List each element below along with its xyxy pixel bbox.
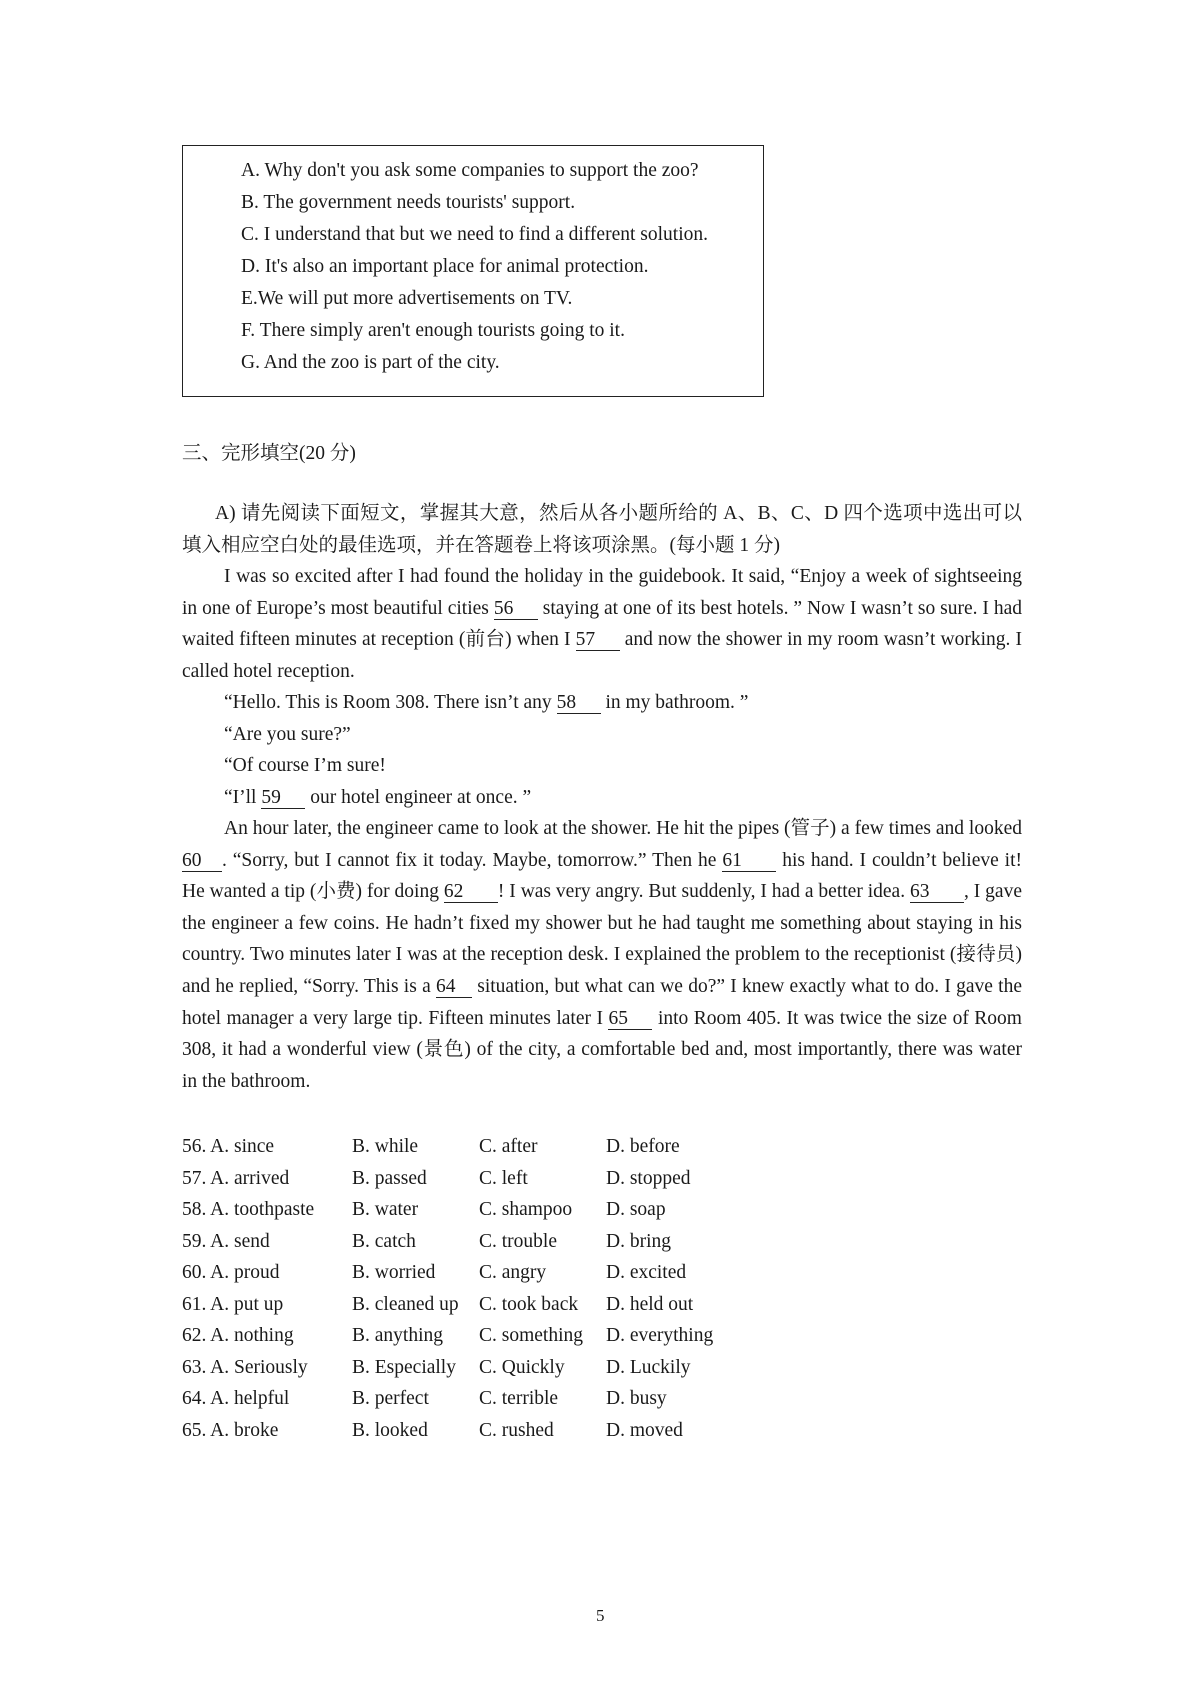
blank-65: 65 — [608, 1008, 652, 1030]
passage-paragraph-3: “Are you sure?” — [224, 724, 351, 745]
choice-d: D. bring — [606, 1231, 671, 1252]
choice-c: C. rushed — [479, 1420, 554, 1441]
choice-c: C. angry — [479, 1262, 547, 1283]
option-b: B. The government needs tourists' support. — [241, 192, 576, 213]
choice-d: D. busy — [606, 1388, 667, 1409]
passage-text: . “Sorry, but I cannot fix it today. Maybe, tomorrow.” Then he — [222, 849, 723, 871]
choice-a: 57. A. arrived — [182, 1168, 290, 1189]
instructions: A) 请先阅读下面短文，掌握其大意，然后从各小题所给的 A、B、C、D 四个选项中选出可以填入相应空白处的最佳选项，并在答题卷上将该项涂黑。(每小题 1 分) — [182, 503, 1022, 556]
passage-text: An hour later, the engineer came to look at the shower. He hit the pipes (管子) a few times and looked — [224, 818, 1022, 839]
blank-60: 60 — [182, 850, 222, 872]
choice-c: C. something — [479, 1325, 584, 1346]
choice-b: B. anything — [352, 1325, 443, 1346]
choice-c: C. Quickly — [479, 1357, 565, 1378]
passage-text: into Room 405. It was twice the size of Room 308, it had a wonderful view (景色) of the city, a comfortable bed and, most importantly, there was water in the bathroom. — [182, 1007, 1022, 1092]
choice-b: B. water — [352, 1199, 419, 1220]
choice-c: C. took back — [479, 1294, 579, 1315]
blank-63: 63 — [910, 881, 964, 903]
choice-a: 61. A. put up — [182, 1294, 284, 1315]
choice-a: 60. A. proud — [182, 1262, 280, 1283]
choice-d: D. stopped — [606, 1168, 691, 1189]
passage-text: in my bathroom. ” — [600, 692, 749, 713]
choice-c: C. terrible — [479, 1388, 559, 1409]
choice-b: B. catch — [352, 1231, 416, 1252]
passage-text: our hotel engineer at once. ” — [305, 787, 532, 808]
passage-text: , I gave the engineer a few coins. He hadn’t fixed my shower but he had taught me something about staying in his country. Two minutes later I was at the reception desk. I explained the problem to the receptionist (接待员) and he replied, “Sorry. This is a — [182, 881, 1022, 997]
option-f: F. There simply aren't enough tourists going to it. — [241, 320, 625, 341]
option-a: A. Why don't you ask some companies to support the zoo? — [241, 160, 699, 181]
choice-a: 58. A. toothpaste — [182, 1199, 315, 1220]
choice-a: 64. A. helpful — [182, 1388, 290, 1409]
choice-d: D. everything — [606, 1325, 714, 1346]
choice-c: C. trouble — [479, 1231, 557, 1252]
option-e: E.We will put more advertisements on TV. — [241, 288, 573, 309]
section-heading: 三、完形填空(20 分) — [182, 443, 356, 464]
choice-a: 63. A. Seriously — [182, 1357, 308, 1378]
passage-text: I was so excited after I had found the holiday in the guidebook. It said, “Enjoy a week of sightseeing in one of Europe’s most beautiful cities — [182, 566, 1022, 619]
passage-text: “I’ll — [224, 787, 262, 808]
passage-text: his hand. I couldn’t believe it! He wanted a tip (小费) for doing — [182, 849, 1022, 903]
blank-56: 56 — [494, 598, 538, 620]
passage-paragraph-6 — [182, 813, 1022, 1097]
passage-paragraph-2 — [182, 687, 1022, 719]
choice-d: D. before — [606, 1136, 680, 1157]
choice-b: B. Especially — [352, 1357, 456, 1378]
choice-b: B. while — [352, 1136, 419, 1157]
choice-a: 59. A. send — [182, 1231, 270, 1252]
passage-paragraph-5 — [182, 782, 1022, 814]
blank-59: 59 — [261, 787, 305, 809]
passage-text: ! I was very angry. But suddenly, I had a better idea. — [497, 881, 910, 903]
choice-b: B. looked — [352, 1420, 428, 1441]
choice-b: B. worried — [352, 1262, 436, 1283]
passage-text: situation, but what can we do?” I knew exactly what to do. I gave the hotel manager a very large tip. Fifteen minutes later I — [182, 975, 1022, 1029]
blank-62: 62 — [444, 881, 498, 903]
blank-64: 64 — [436, 976, 472, 998]
passage-text: and now the shower in my room wasn’t working. I called hotel reception. — [182, 629, 1022, 682]
choice-c: C. after — [479, 1136, 538, 1157]
choice-d: D. held out — [606, 1294, 694, 1315]
page-number: 5 — [596, 1606, 605, 1625]
option-g: G. And the zoo is part of the city. — [241, 352, 500, 373]
choice-a: 65. A. broke — [182, 1420, 279, 1441]
options-box — [182, 145, 764, 397]
option-d: D. It's also an important place for animal protection. — [241, 256, 649, 277]
choice-c: C. left — [479, 1168, 528, 1189]
passage-text: staying at one of its best hotels. ” Now I wasn’t so sure. I had waited fifteen minutes at reception (前台) when I — [182, 597, 1023, 651]
choice-b: B. passed — [352, 1168, 427, 1189]
blank-57: 57 — [576, 629, 620, 651]
choice-d: D. soap — [606, 1199, 666, 1220]
passage-paragraph-4: “Of course I’m sure! — [224, 755, 386, 776]
passage-text: “Hello. This is Room 308. There isn’t any — [224, 692, 557, 713]
blank-61: 61 — [722, 850, 776, 872]
choice-b: B. cleaned up — [352, 1294, 459, 1315]
blank-58: 58 — [557, 692, 601, 714]
choice-d: D. moved — [606, 1420, 683, 1441]
passage-paragraph-1 — [182, 561, 1022, 687]
choice-a: 62. A. nothing — [182, 1325, 294, 1346]
option-c: C. I understand that but we need to find a different solution. — [241, 224, 708, 245]
choice-d: D. excited — [606, 1262, 687, 1283]
choice-c: C. shampoo — [479, 1199, 573, 1220]
choice-b: B. perfect — [352, 1388, 429, 1409]
choice-d: D. Luckily — [606, 1357, 691, 1378]
choice-a: 56. A. since — [182, 1136, 275, 1157]
